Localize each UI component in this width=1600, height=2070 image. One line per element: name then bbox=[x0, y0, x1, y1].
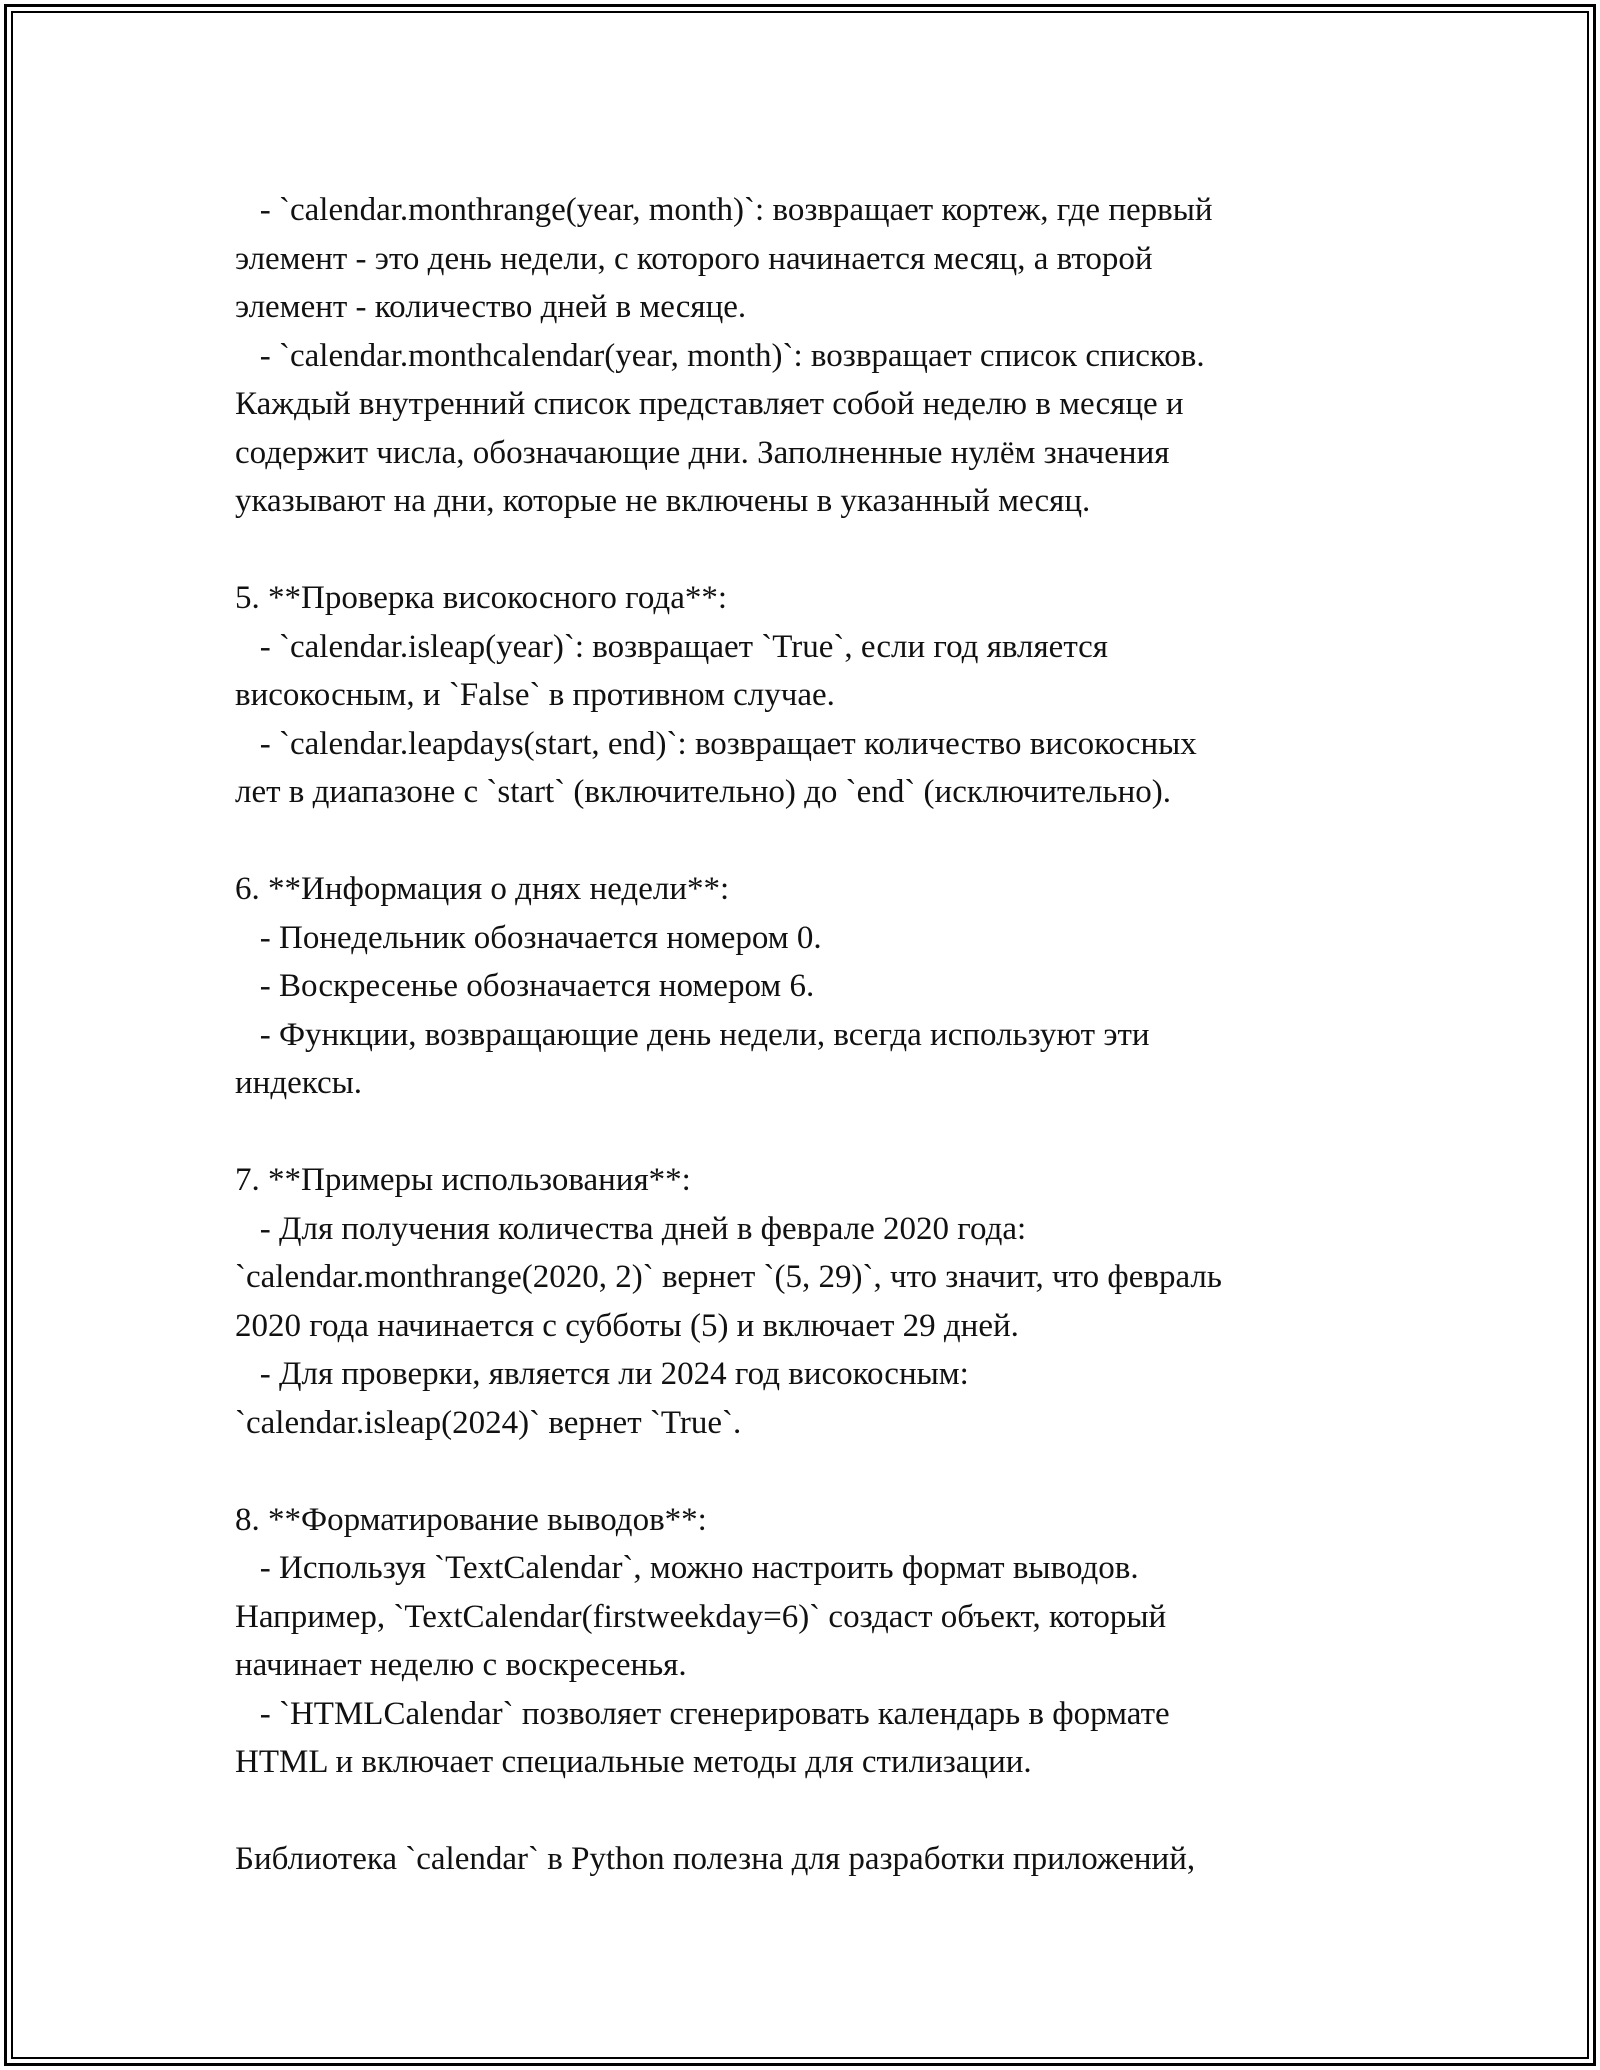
text-line: - Используя `TextCalendar`, можно настроить формат выводов. bbox=[235, 1550, 1139, 1586]
blank-line bbox=[235, 1108, 1405, 1157]
text-line: - Воскресенье обозначается номером 6. bbox=[235, 968, 815, 1004]
section-heading-examples: 7. **Примеры использования**: bbox=[235, 1162, 691, 1198]
blank-line bbox=[235, 817, 1405, 866]
text-line: элемент - это день недели, с которого начинается месяц, а второй bbox=[235, 240, 1153, 277]
text-line: лет в диапазоне с `start` (включительно) до `end` (исключительно). bbox=[235, 774, 1171, 810]
text-line: `calendar.monthrange(2020, 2)` вернет `(5, 29)`, что значит, что февраль bbox=[235, 1259, 1222, 1295]
blank-line bbox=[235, 1787, 1405, 1836]
text-line: `calendar.isleap(2024)` вернет `True`. bbox=[235, 1404, 742, 1441]
text-line: HTML и включает специальные методы для стилизации. bbox=[235, 1744, 1032, 1780]
text-line: - Для получения количества дней в феврале 2020 года: bbox=[235, 1210, 1027, 1247]
text-line: Каждый внутренний список представляет собой неделю в месяце и bbox=[235, 386, 1184, 422]
text-line: - `calendar.leapdays(start, end)`: возвращает количество високосных bbox=[235, 725, 1197, 762]
text-line: начинает неделю с воскресенья. bbox=[235, 1647, 687, 1683]
text-line: - `calendar.monthrange(year, month)`: возвращает кортеж, где первый bbox=[235, 192, 1213, 228]
section-heading-formatting: 8. **Форматирование выводов**: bbox=[235, 1501, 707, 1538]
text-line: - `calendar.monthcalendar(year, month)`: возвращает список списков. bbox=[235, 337, 1205, 374]
text-line: високосным, и `False` в противном случае. bbox=[235, 677, 835, 713]
text-line: индексы. bbox=[235, 1065, 363, 1101]
text-line: - Функции, возвращающие день недели, всегда используют эти bbox=[235, 1016, 1150, 1053]
section-heading-weekdays: 6. **Информация о днях недели**: bbox=[235, 871, 730, 907]
text-line: - `calendar.isleap(year)`: возвращает `True`, если год является bbox=[235, 628, 1108, 665]
text-line: указывают на дни, которые не включены в указанный месяц. bbox=[235, 483, 1091, 519]
text-line: содержит числа, обозначающие дни. Заполненные нулём значения bbox=[235, 434, 1170, 471]
text-line: - Для проверки, является ли 2024 год високосным: bbox=[235, 1356, 969, 1392]
text-line: - `HTMLCalendar` позволяет сгенерировать календарь в формате bbox=[235, 1695, 1170, 1732]
text-line: Библиотека `calendar` в Python полезна для разработки приложений, bbox=[235, 1841, 1196, 1877]
text-line: элемент - количество дней в месяце. bbox=[235, 289, 747, 325]
section-heading-leap-year: 5. **Проверка високосного года**: bbox=[235, 580, 728, 616]
document-body bbox=[235, 186, 1405, 1884]
text-line: - Понедельник обозначается номером 0. bbox=[235, 919, 822, 956]
text-line: 2020 года начинается с субботы (5) и включает 29 дней. bbox=[235, 1307, 1019, 1344]
blank-line bbox=[235, 526, 1405, 575]
text-line: Например, `TextCalendar(firstweekday=6)` создаст объект, который bbox=[235, 1598, 1167, 1635]
blank-line bbox=[235, 1447, 1405, 1496]
